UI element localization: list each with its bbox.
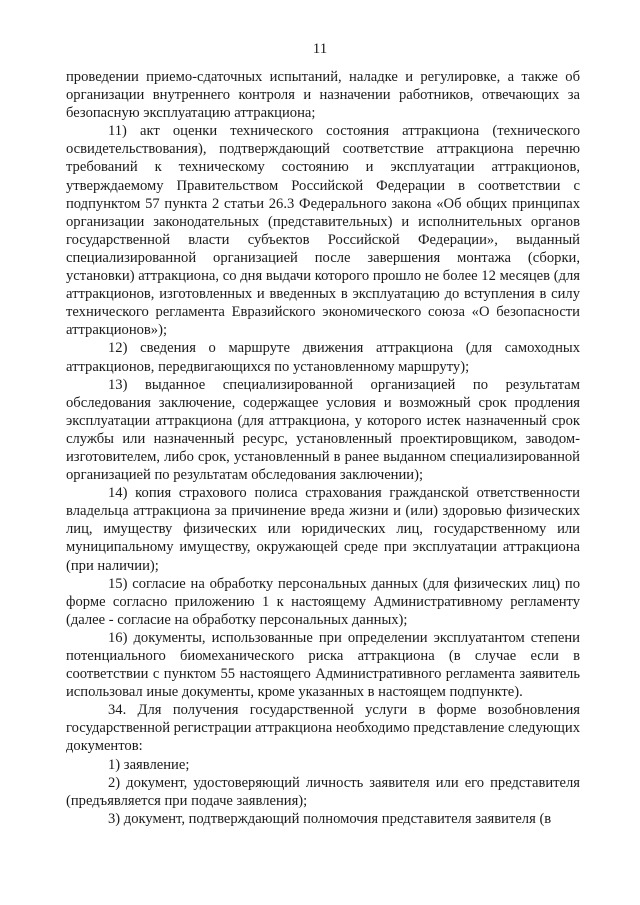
paragraph: 1) заявление; bbox=[108, 756, 190, 773]
paragraph: 16) документы, использованные при определении эксплуатантом степени потенциального биомеханического риска аттракциона (в случае если в соответствии с пунктом 55 настоящего Административного регламента заявитель использовал иные документы, кроме указанных в настоящем подпункте). bbox=[66, 629, 580, 701]
paragraph: 13) выданное специализированной организацией по результатам обследования заключение, содержащее условия и возможный срок продления эксплуатации аттракциона (для аттракциона, у которого истек назначенный срок службы или назначенный ресурс, установленный проектировщиком, заводом-изготовителем, либо срок, установленный в ранее выданном специализированной организацией по результатам обследования заключении); bbox=[66, 376, 580, 484]
paragraph: проведении приемо-сдаточных испытаний, наладке и регулировке, а также об организации внутреннего контроля и назначении работников, отвечающих за безопасную эксплуатацию аттракциона; bbox=[66, 69, 580, 122]
page-number: 11 bbox=[312, 41, 328, 57]
paragraph: 2) документ, удостоверяющий личность заявителя или его представителя (предъявляется при подаче заявления); bbox=[66, 774, 580, 809]
document-body bbox=[66, 68, 580, 828]
paragraph: 14) копия страхового полиса страхования гражданской ответственности владельца аттракциона за причинение вреда жизни и (или) здоровью физических лиц, имуществу физических или юридических лиц, государственному или муниципальному имуществу, окружающей среде при эксплуатации аттракциона (при наличии); bbox=[66, 485, 580, 574]
paragraph: 12) сведения о маршруте движения аттракциона (для самоходных аттракционов, передвигающихся по установленному маршруту); bbox=[66, 340, 580, 375]
paragraph: 11) акт оценки технического состояния аттракциона (технического освидетельствования), подтверждающий соответствие аттракциона перечню требований к техническому состоянию и эксплуатации аттракционов, утверждаемому Правительством Российской Федерации в соответствии с подпунктом 57 пункта 2 статьи 26.3 Федерального закона «Об общих принципах организации законодательных (представительных) и исполнительных органов государственной власти субъектов Российской Федерации», выданный специализированной организацией после завершения монтажа (сборки, установки) аттракциона, со дня выдачи которого прошло не более 12 месяцев (для аттракционов, изготовленных и введенных в эксплуатацию до вступления в силу технического регламента Евразийского экономического союза «О безопасности аттракционов»); bbox=[66, 123, 580, 339]
paragraph: 15) согласие на обработку персональных данных (для физических лиц) по форме согласно приложению 1 к настоящему Административному регламенту (далее - согласие на обработку персональных данных); bbox=[66, 575, 580, 628]
paragraph: 3) документ, подтверждающий полномочия представителя заявителя (в bbox=[108, 810, 552, 827]
paragraph: 34. Для получения государственной услуги в форме возобновления государственной регистрации аттракциона необходимо представление следующих документов: bbox=[66, 702, 580, 755]
